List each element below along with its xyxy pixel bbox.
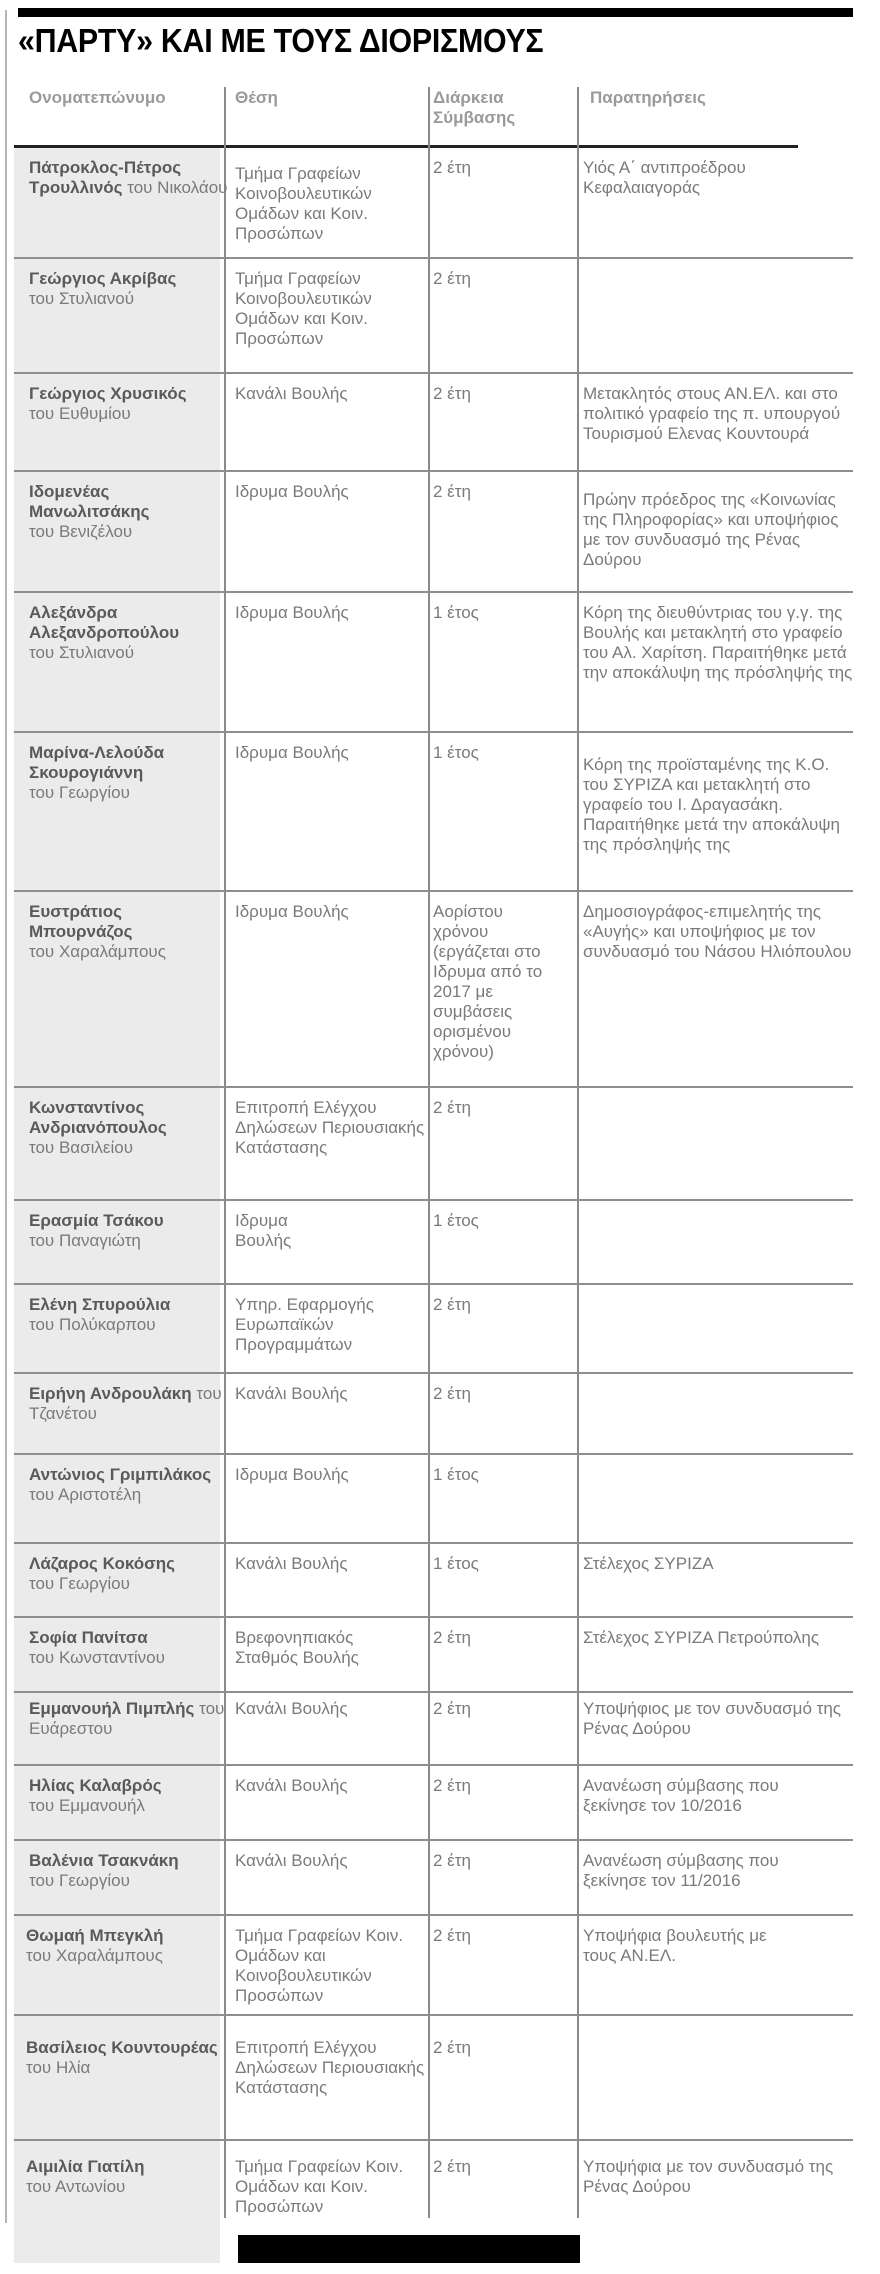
duration-cell: 2 έτη (433, 1295, 471, 1314)
patronymic: του Στυλιανού (29, 643, 135, 662)
position-cell: Κανάλι Βουλής (235, 1699, 348, 1718)
name-cell (26, 2157, 226, 2197)
name-cell (26, 2038, 226, 2078)
name-cell (29, 1465, 229, 1505)
patronymic: του Αντωνίου (26, 2177, 126, 2196)
duration-cell: 2 έτη (433, 1384, 471, 1403)
duration-cell: 2 έτη (433, 158, 471, 177)
patronymic: του Ευάρεστου (29, 1699, 225, 1738)
table-row (14, 593, 853, 733)
full-name: Αιμιλία Γιατίλη (26, 2157, 145, 2176)
table-row (14, 1544, 853, 1618)
duration-cell: 2 έτη (433, 1098, 471, 1117)
name-cell (29, 902, 229, 962)
patronymic: του Βενιζέλου (29, 522, 133, 541)
full-name: Ειρήνη Ανδρουλάκη (29, 1384, 192, 1403)
position-cell: Κανάλι Βουλής (235, 1776, 348, 1795)
table-row (14, 1201, 853, 1285)
duration-cell: 1 έτος (433, 1465, 479, 1484)
name-cell (29, 1776, 229, 1816)
table-row (14, 1841, 853, 1916)
name-cell (29, 158, 229, 198)
duration-cell: 2 έτη (433, 2157, 471, 2176)
full-name: Σοφία Πανίτσα (29, 1628, 148, 1647)
patronymic: του Ηλία (26, 2058, 91, 2077)
duration-cell: 2 έτη (433, 1699, 471, 1718)
table-row (14, 374, 853, 472)
position-cell: Ιδρυμα Βουλής (235, 743, 349, 762)
full-name: Γεώργιος Ακρίβας (29, 269, 177, 288)
table-row (14, 1693, 853, 1766)
duration-cell: 1 έτος (433, 603, 479, 622)
name-cell (29, 1295, 229, 1335)
table-row (14, 1455, 853, 1544)
header-duration-line2: Σύμβασης (433, 108, 516, 127)
full-name: Εμμανουήλ Πιμπλής (29, 1699, 195, 1718)
name-cell (29, 1554, 229, 1594)
table-row (14, 1088, 853, 1201)
position-cell: Τμήμα Γραφείων Κοιν. Ομάδων και Κοιν. Προσώπων (235, 2157, 404, 2216)
patronymic: του Γεωργίου (29, 783, 130, 802)
full-name: Ερασμία Τσάκου (29, 1211, 164, 1230)
full-name: Αλεξάνδρα Αλεξανδροπούλου (29, 603, 180, 642)
table-row (14, 2016, 853, 2141)
header-duration-line1: Διάρκεια (433, 88, 504, 107)
table-row (14, 1618, 853, 1693)
full-name: Θωμαή Μπεγκλή (26, 1926, 164, 1945)
notes-cell: Υποψήφιος με τον συνδυασμό της Ρένας Δούρου (583, 1699, 841, 1738)
full-name: Βασίλειος Κουντουρέας (26, 2038, 218, 2057)
notes-cell: Υποψήφια με τον συνδυασμό της Ρένας Δούρου (583, 2157, 834, 2196)
patronymic: του Γεωργίου (29, 1871, 130, 1890)
name-cell (29, 1384, 229, 1424)
position-cell: Επιτροπή Ελέγχου Δηλώσεων Περιουσιακής Κατάστασης (235, 2038, 425, 2097)
duration-cell: Αορίστου χρόνου (εργάζεται στο Ιδρυμα από το 2017 με συμβάσεις ορισμένου χρόνου) (433, 902, 543, 1061)
notes-cell: Μετακλητός στους ΑΝ.ΕΛ. και στο πολιτικό γραφείο της π. υπουργού Τουρισμού Ελενας Κουντουρά (583, 384, 841, 443)
full-name: Ελένη Σπυρούλια (29, 1295, 171, 1314)
full-name: Πάτροκλος-Πέτρος Τρουλλινός (29, 158, 182, 197)
name-cell (29, 384, 229, 424)
header-position: Θέση (235, 88, 278, 107)
position-cell: Υπηρ. Εφαρμογής Ευρωπαϊκών Προγραμμάτων (235, 1295, 374, 1354)
duration-cell: 2 έτη (433, 1628, 471, 1647)
name-cell (29, 1098, 229, 1158)
position-cell: Κανάλι Βουλής (235, 1384, 348, 1403)
position-cell: Επιτροπή Ελέγχου Δηλώσεων Περιουσιακής Κατάστασης (235, 1098, 425, 1157)
duration-cell: 2 έτη (433, 1926, 471, 1945)
notes-cell: Κόρη της προϊσταμένης της Κ.Ο. του ΣΥΡΙΖΑ και μετακλητή στο γραφείο του Ι. Δραγασάκη. Παραιτήθηκε μετά την αποκάλυψη της πρόσληψής της (583, 755, 840, 854)
header-name: Ονοματεπώνυμο (29, 88, 166, 107)
name-cell (29, 1211, 229, 1251)
notes-cell: Δημοσιογράφος-επιμελητής της «Αυγής» και υποψήφιος με τον συνδυασμό του Νάσου Ηλιόπουλου (583, 902, 852, 961)
bottom-black-bar (238, 2235, 580, 2263)
notes-cell: Πρώην πρόεδρος της «Κοινωνίας της Πληροφορίας» και υποψήφιος με τον συνδυασμό της Ρένας Δούρου (583, 490, 839, 569)
patronymic: του Πολύκαρπου (29, 1315, 156, 1334)
name-cell (29, 1851, 229, 1891)
notes-cell: Κόρη της διευθύντριας του γ.γ. της Βουλής και μετακλητή στο γραφείο του Αλ. Χαρίτση. Παραιτήθηκε μετά την αποκάλυψη της πρόσληψής της (583, 603, 853, 682)
table-row (14, 1285, 853, 1374)
full-name: Κωνσταντίνος Ανδριανόπουλος (29, 1098, 167, 1137)
position-cell: Βρεφονηπιακός Σταθμός Βουλής (235, 1628, 359, 1667)
header-duration (433, 88, 515, 128)
notes-cell: Ανανέωση σύμβασης που ξεκίνησε τον 11/2016 (583, 1851, 779, 1890)
full-name: Ευστράτιος Μπουρνάζος (29, 902, 133, 941)
position-cell: Ιδρυμα Βουλής (235, 603, 349, 622)
duration-cell: 2 έτη (433, 1776, 471, 1795)
position-cell: Τμήμα Γραφείων Κοινοβουλευτικών Ομάδων και Κοιν. Προσώπων (235, 269, 372, 348)
table-row (14, 733, 853, 892)
notes-cell: Ανανέωση σύμβασης που ξεκίνησε τον 10/2016 (583, 1776, 779, 1815)
full-name: Λάζαρος Κοκόσης (29, 1554, 176, 1573)
patronymic: του Γεωργίου (29, 1574, 130, 1593)
duration-cell: 2 έτη (433, 1851, 471, 1870)
table-row (14, 1374, 853, 1455)
position-cell: Ιδρυμα Βουλής (235, 1211, 292, 1250)
title-top-bar (18, 8, 853, 17)
patronymic: του Χαραλάμπους (29, 942, 166, 961)
name-cell (29, 603, 229, 663)
left-margin-rule (5, 10, 7, 2223)
table-row (14, 1766, 853, 1841)
full-name: Βαλένια Τσακνάκη (29, 1851, 179, 1870)
position-cell: Ιδρυμα Βουλής (235, 1465, 349, 1484)
full-name: Ηλίας Καλαβρός (29, 1776, 162, 1795)
table-row (14, 2141, 853, 2221)
name-cell (29, 1628, 229, 1668)
patronymic: του Νικολάου (127, 178, 228, 197)
duration-cell: 2 έτη (433, 2038, 471, 2057)
table-row (14, 892, 853, 1088)
patronymic: του Εμμανουήλ (29, 1796, 145, 1815)
full-name: Αντώνιος Γριμπιλάκος (29, 1465, 212, 1484)
full-name: Ιδομενέας Μανωλιτσάκης (29, 482, 150, 521)
table-row (14, 259, 853, 374)
duration-cell: 2 έτη (433, 384, 471, 403)
notes-cell: Στέλεχος ΣΥΡΙΖΑ (583, 1554, 714, 1573)
name-cell (29, 482, 229, 542)
position-cell: Ιδρυμα Βουλής (235, 902, 349, 921)
table-row (14, 472, 853, 593)
table-row (14, 148, 853, 259)
name-cell (29, 1699, 229, 1739)
duration-cell: 1 έτος (433, 1554, 479, 1573)
full-name: Γεώργιος Χρυσικός (29, 384, 187, 403)
patronymic: του Στυλιανού (29, 289, 135, 308)
duration-cell: 1 έτος (433, 1211, 479, 1230)
patronymic: του Βασιλείου (29, 1138, 133, 1157)
name-cell (26, 1926, 226, 1966)
position-cell: Κανάλι Βουλής (235, 1851, 348, 1870)
page-title: «ΠΑΡΤΥ» ΚΑΙ ΜΕ ΤΟΥΣ ΔΙΟΡΙΣΜΟΥΣ (18, 22, 544, 59)
header-notes: Παρατηρήσεις (590, 88, 706, 107)
position-cell: Κανάλι Βουλής (235, 384, 348, 403)
notes-cell: Υποψήφια βουλευτής με τους ΑΝ.ΕΛ. (583, 1926, 767, 1965)
notes-cell: Υιός Α΄ αντιπροέδρου Κεφαλαιαγοράς (583, 158, 746, 197)
patronymic: του Τζανέτου (29, 1384, 222, 1423)
patronymic: του Παναγιώτη (29, 1231, 141, 1250)
duration-cell: 2 έτη (433, 269, 471, 288)
notes-cell: Στέλεχος ΣΥΡΙΖΑ Πετρούπολης (583, 1628, 820, 1647)
position-cell: Κανάλι Βουλής (235, 1554, 348, 1573)
duration-cell: 1 έτος (433, 743, 479, 762)
patronymic: του Χαραλάμπους (26, 1946, 163, 1965)
name-cell (29, 743, 229, 803)
patronymic: του Κωνσταντίνου (29, 1648, 165, 1667)
table-row (14, 1916, 853, 2016)
duration-cell: 2 έτη (433, 482, 471, 501)
position-cell: Ιδρυμα Βουλής (235, 482, 349, 501)
position-cell: Τμήμα Γραφείων Κοινοβουλευτικών Ομάδων και Κοιν. Προσώπων (235, 164, 372, 243)
patronymic: του Ευθυμίου (29, 404, 131, 423)
name-cell (29, 269, 229, 309)
position-cell: Τμήμα Γραφείων Κοιν. Ομάδων και Κοινοβουλευτικών Προσώπων (235, 1926, 404, 2005)
patronymic: του Αριστοτέλη (29, 1485, 142, 1504)
full-name: Μαρίνα-Λελούδα Σκουρογιάννη (29, 743, 165, 782)
